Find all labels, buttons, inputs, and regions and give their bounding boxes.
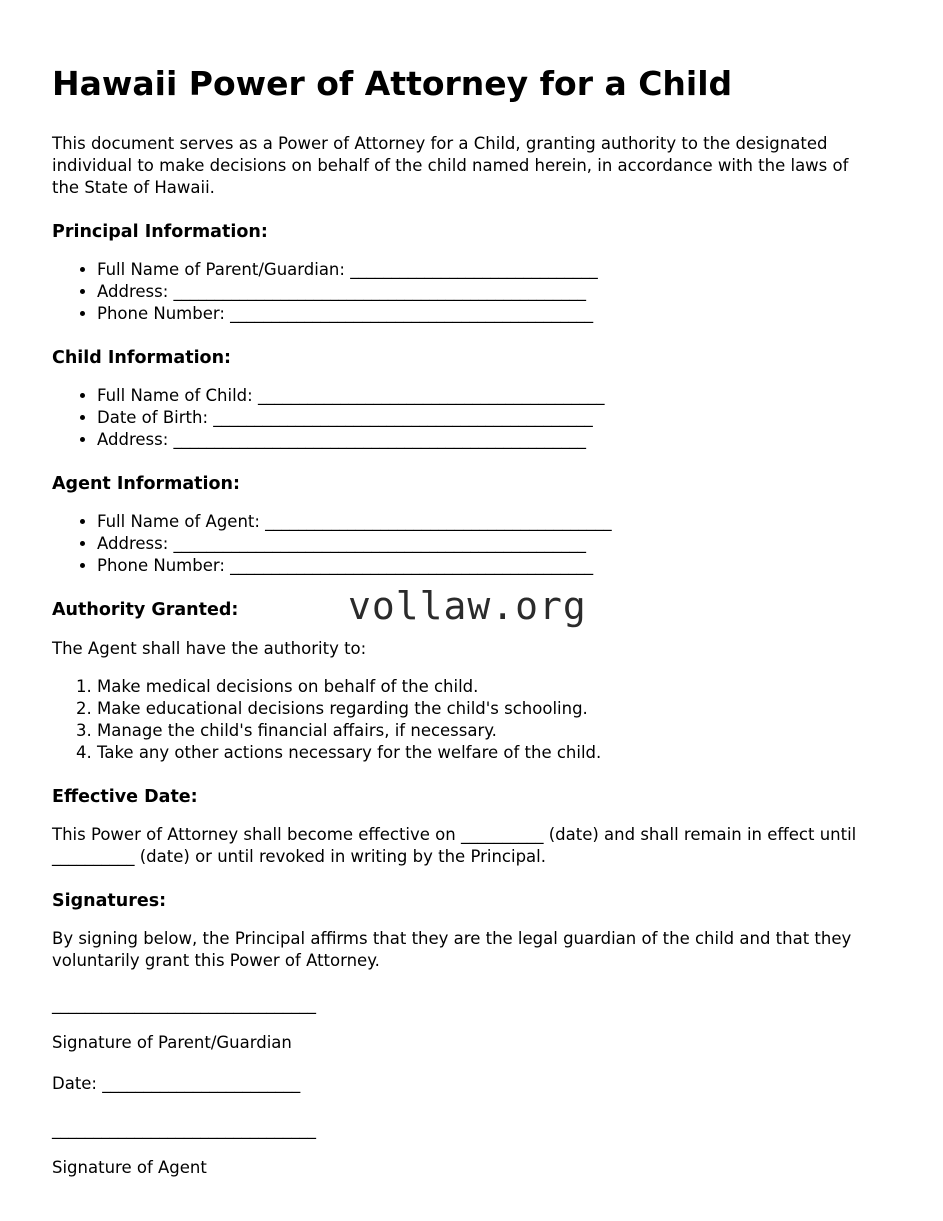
section-heading-authority: [52, 584, 858, 628]
watermark: vollaw.org: [348, 584, 587, 628]
child-dob-item: • Date of Birth: ______________________________________________: [97, 407, 858, 429]
principal-name-item: • Full Name of Parent/Guardian: ______________________________: [97, 259, 858, 281]
agent-signature-line: ________________________________: [52, 1120, 316, 1139]
section-heading-authority-label: Authority Granted:: [52, 600, 239, 620]
agent-address-item: • Address: __________________________________________________: [97, 533, 858, 555]
child-name-item: • Full Name of Child: __________________________________________: [97, 385, 858, 407]
authority-item-financial: 3. Manage the child's financial affairs, if necessary.: [97, 720, 858, 742]
section-heading-signatures: Signatures:: [52, 891, 167, 911]
parent-signature-line: ________________________________: [52, 995, 316, 1014]
intro-paragraph: This document serves as a Power of Attorney for a Child, granting authority to the designated individual to make decisions on behalf of the child named herein, in accordance with the laws of the State of Hawaii.: [52, 134, 849, 197]
section-heading-agent: Agent Information:: [52, 474, 240, 494]
authority-lead-paragraph: The Agent shall have the authority to:: [52, 639, 367, 658]
signatures-paragraph: By signing below, the Principal affirms that they are the legal guardian of the child and that they voluntarily grant this Power of Attorney.: [52, 929, 852, 970]
agent-signature-label: Signature of Agent: [52, 1158, 207, 1177]
authority-list: [52, 676, 858, 764]
agent-name-item: • Full Name of Agent: __________________________________________: [97, 511, 858, 533]
principal-address-item: • Address: __________________________________________________: [97, 281, 858, 303]
section-heading-principal: Principal Information:: [52, 222, 268, 242]
principal-info-list: [52, 259, 858, 325]
principal-phone-item: • Phone Number: ____________________________________________: [97, 303, 858, 325]
date-field-line: Date: ________________________: [52, 1074, 301, 1093]
agent-phone-item: • Phone Number: ____________________________________________: [97, 555, 858, 577]
effective-date-paragraph: This Power of Attorney shall become effective on __________ (date) and shall remain in effect until __________ (date) or until revoked in writing by the Principal.: [52, 825, 857, 866]
page-title: Hawaii Power of Attorney for a Child: [52, 64, 733, 103]
authority-item-other: 4. Take any other actions necessary for the welfare of the child.: [97, 742, 858, 764]
section-heading-child: Child Information:: [52, 348, 232, 368]
authority-item-educational: 2. Make educational decisions regarding the child's schooling.: [97, 698, 858, 720]
authority-item-medical: 1. Make medical decisions on behalf of the child.: [97, 676, 858, 698]
parent-signature-label: Signature of Parent/Guardian: [52, 1033, 292, 1052]
section-heading-effective-date: Effective Date:: [52, 787, 198, 807]
child-address-item: • Address: __________________________________________________: [97, 429, 858, 451]
agent-info-list: [52, 511, 858, 577]
child-info-list: [52, 385, 858, 451]
